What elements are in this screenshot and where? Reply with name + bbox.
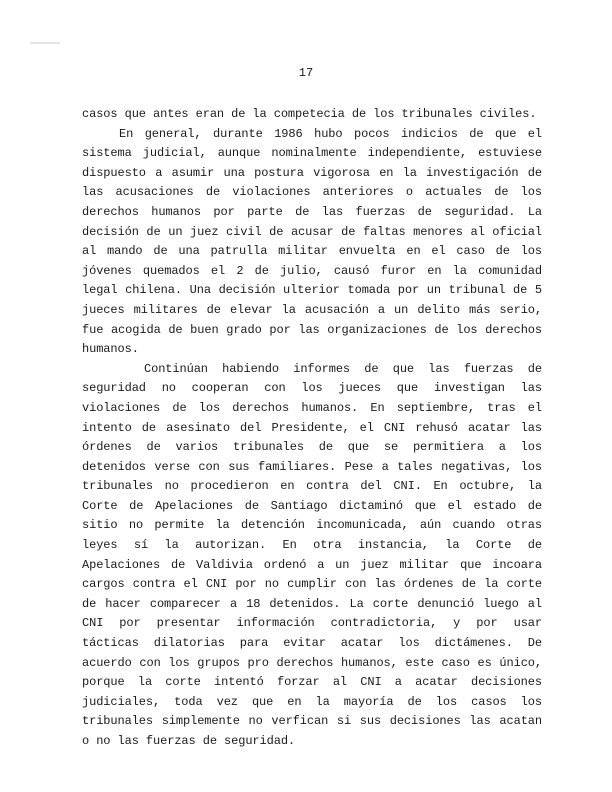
page-number: 17 <box>298 66 314 80</box>
document-body <box>82 105 542 752</box>
paragraph-continuation: casos que antes eran de la competecia de los tribunales civiles. <box>82 107 537 121</box>
scan-artifact <box>30 42 60 44</box>
paragraph-judicial-system: En general, durante 1986 hubo pocos indicios de que el sistema judicial, aunque nominalmente independiente, estuviese dispuesto a asumir una postura vigorosa en la investigación de las acusaciones de violaciones anteriores o actuales de los derechos humanos por parte de las fuerzas de seguridad. La decisión de un juez civil de acusar de faltas menores al oficial al mando de una patrulla militar envuelta en el caso de los jóvenes quemados el 2 de julio, causó furor en la comunidad legal chilena. Una decisión ulterior tomada por un tribunal de 5 jueces militares de elevar la acusación a un delito más serio, fue acogida de buen grado por las organizaciones de los derechos humanos. <box>82 126 542 357</box>
paragraph-security-forces: Continúan habiendo informes de que las fuerzas de seguridad no cooperan con los jueces que investigan las violaciones de los derechos humanos. En septiembre, tras el intento de asesinato del Presidente, el CNI rehusó acatar las órdenes de varios tribunales de que se permitiera a los detenidos verse con sus familiares. Pese a tales negativas, los tribunales no procedieron en contra del CNI. En octubre, la Corte de Apelaciones de Santiago dictaminó que el estado de sitio no permite la detención incomunicada, aún cuando otras leyes sí la autorizan. En otra instancia, la Corte de Apelaciones de Valdivia ordenó a un juez militar que incoara cargos contra el CNI por no cumplir con las órdenes de la corte de hacer comparecer a 18 detenidos. La corte denunció luego al CNI por presentar información contradictoria, y por usar tácticas dilatorias para evitar acatar los dictámenes. De acuerdo con los grupos pro derechos humanos, este caso es único, porque la corte intentó forzar al CNI a acatar decisiones judiciales, toda vez que en la mayoría de los casos los tribunales simplemente no verfican si sus decisiones las acatan o no las fuerzas de seguridad. <box>82 361 542 748</box>
